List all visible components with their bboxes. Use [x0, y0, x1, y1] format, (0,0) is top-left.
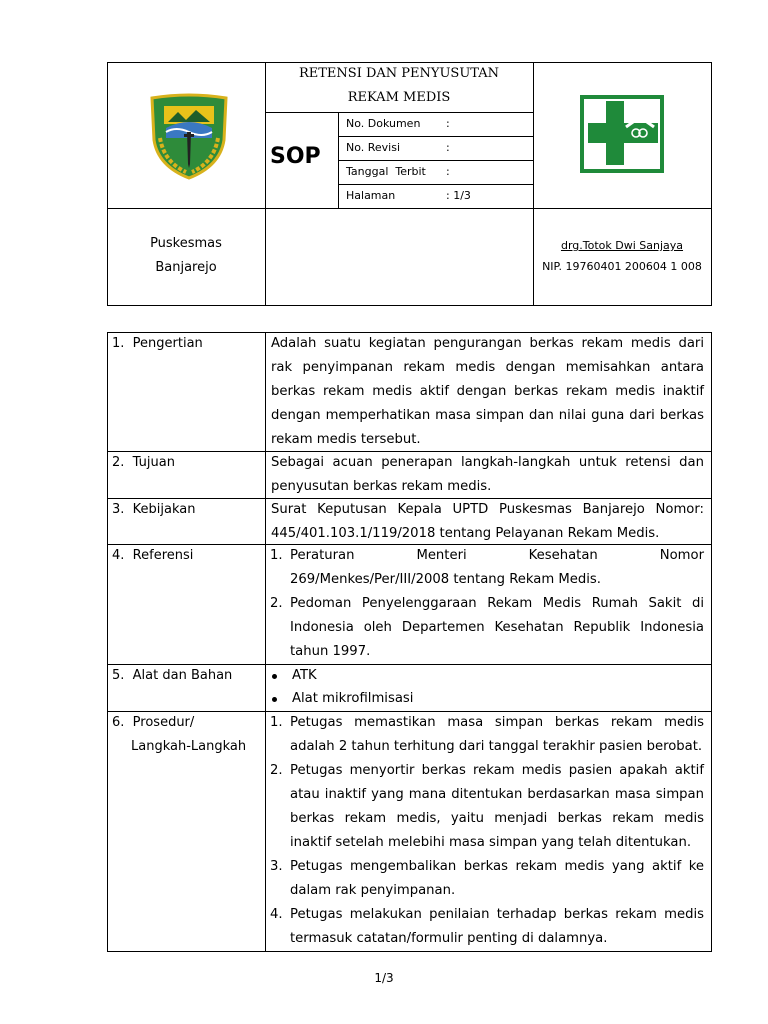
meta-label-terbit: Tanggal Terbit: [346, 165, 426, 178]
prosedur-item-line: atau inaktif yang mana ditentukan berdasarkan masa simpan: [290, 787, 704, 802]
prosedur-item-number: 2.: [270, 763, 283, 778]
sop-label: SOP: [270, 144, 321, 169]
document-title-line1: RETENSI DAN PENYUSUTAN: [298, 66, 500, 81]
meta-value-terbit: :: [446, 165, 450, 178]
pengertian-line: berkas rekam medis aktif dengan berkas rekam medis inaktif: [271, 384, 704, 399]
meta-label-dokumen: No. Dokumen: [346, 117, 421, 130]
meta-value-revisi: :: [446, 141, 450, 154]
pengertian-line: rak penyimpanan rekam medis dengan memisahkan antara: [271, 360, 704, 375]
alat-item: Alat mikrofilmisasi: [292, 691, 414, 706]
prosedur-item-line: Petugas melakukan penilaian terhadap berkas rekam medis: [290, 907, 704, 922]
meta-label-halaman: Halaman: [346, 189, 396, 202]
tujuan-line: penyusutan berkas rekam medis.: [271, 479, 492, 494]
organization-name-line1: Puskesmas: [150, 236, 222, 251]
referensi-item-line: tahun 1997.: [290, 644, 371, 659]
kebijakan-line: 445/401.103.1/119/2018 tentang Pelayanan Rekam Medis.: [271, 526, 660, 541]
meta-label-revisi: No. Revisi: [346, 141, 401, 154]
pengertian-line: dengan memperhatikan masa simpan dan nilai guna dari berkas: [271, 408, 704, 423]
pengertian-line: Adalah suatu kegiatan pengurangan berkas rekam medis dari: [271, 336, 704, 351]
prosedur-item-line: termasuk catatan/formulir penting di dalamnya.: [290, 931, 608, 946]
section-label-pengertian: 1. Pengertian: [112, 336, 203, 351]
prosedur-item-line: Petugas memastikan masa simpan berkas rekam medis: [290, 715, 704, 730]
prosedur-item-line: adalah 2 tahun terhitung dari tanggal terakhir pasien berobat.: [290, 739, 703, 754]
bullet-icon: [272, 674, 277, 679]
puskesmas-logo: [580, 95, 664, 173]
alat-item: ATK: [292, 668, 317, 683]
prosedur-item-line: dalam rak penyimpanan.: [290, 883, 456, 898]
section-label-alat-dan-bahan: 5. Alat dan Bahan: [112, 668, 233, 683]
kebijakan-line: Surat Keputusan Kepala UPTD Puskesmas Banjarejo Nomor:: [271, 502, 704, 517]
meta-value-dokumen: :: [446, 117, 450, 130]
tujuan-line: Sebagai acuan penerapan langkah-langkah untuk retensi dan: [271, 455, 704, 470]
prosedur-item-line: Petugas menyortir berkas rekam medis pasien apakah aktif: [290, 763, 704, 778]
section-label-kebijakan: 3. Kebijakan: [112, 502, 196, 517]
signer-name: drg.Totok Dwi Sanjaya: [560, 239, 684, 252]
section-label-prosedur: 6. Prosedur/: [112, 715, 195, 730]
prosedur-item-line: Petugas mengembalikan berkas rekam medis yang aktif ke: [290, 859, 704, 874]
meta-value-halaman: : 1/3: [446, 189, 471, 202]
referensi-item-line: 269/Menkes/Per/III/2008 tentang Rekam Medis.: [290, 572, 601, 587]
document-title-line2: REKAM MEDIS: [347, 90, 451, 105]
prosedur-item-number: 1.: [270, 715, 283, 730]
referensi-item-line: Peraturan Menteri Kesehatan Nomor: [290, 548, 704, 563]
bullet-icon: [272, 697, 277, 702]
signer-nip: NIP. 19760401 200604 1 008: [542, 260, 702, 273]
prosedur-item-line: berkas rekam medis, yaitu menjadi berkas rekam medis: [290, 811, 704, 826]
organization-name-line2: Banjarejo: [155, 260, 217, 275]
regency-crest-logo: [146, 92, 232, 182]
section-label-referensi: 4. Referensi: [112, 548, 194, 563]
section-label-tujuan: 2. Tujuan: [112, 455, 175, 470]
prosedur-item-line: inaktif setelah melebihi masa simpan yang telah ditentukan.: [290, 835, 692, 850]
prosedur-item-number: 3.: [270, 859, 283, 874]
section-label-prosedur-line2: Langkah-Langkah: [131, 739, 247, 754]
referensi-item-number: 2.: [270, 596, 283, 611]
referensi-item-line: Indonesia oleh Departemen Kesehatan Republik Indonesia: [290, 620, 704, 635]
page-number: 1/3: [374, 971, 394, 985]
pengertian-line: rekam medis tersebut.: [271, 432, 421, 447]
prosedur-item-number: 4.: [270, 907, 283, 922]
referensi-item-number: 1.: [270, 548, 283, 563]
referensi-item-line: Pedoman Penyelenggaraan Rekam Medis Rumah Sakit di: [290, 596, 704, 611]
